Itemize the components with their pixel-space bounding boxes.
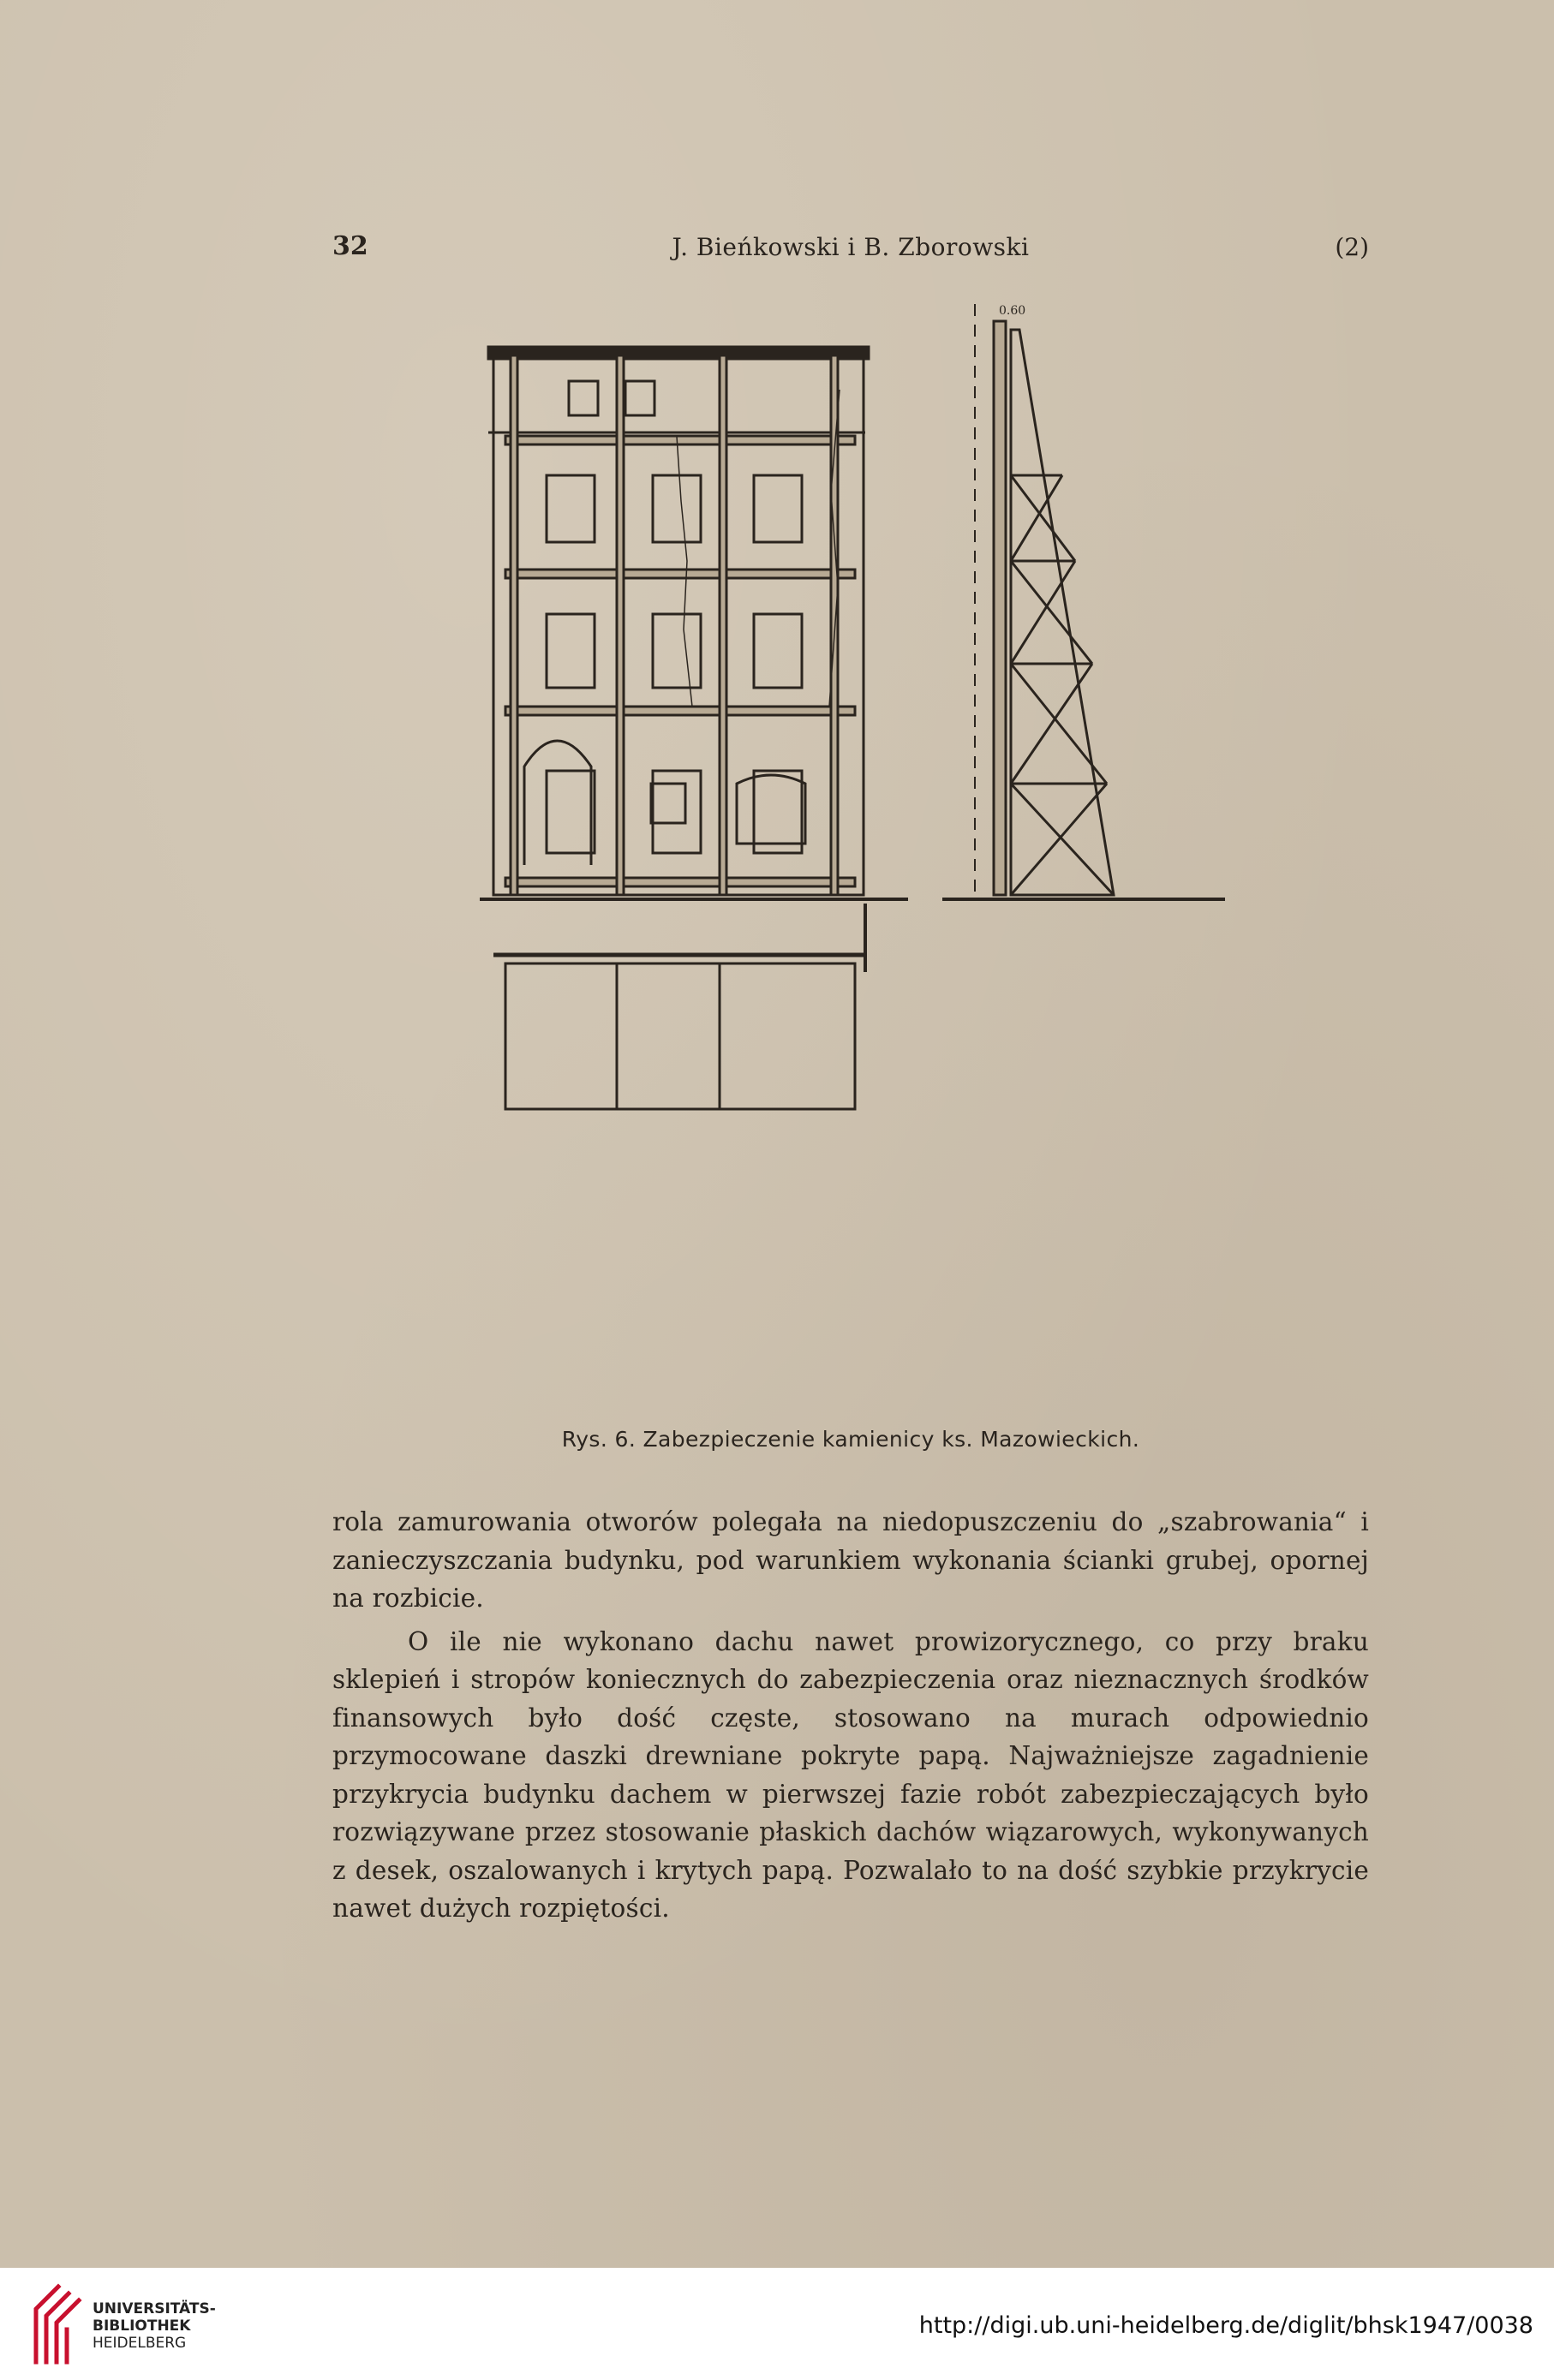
attic-window-1 (569, 381, 598, 415)
window-r2-c3 (754, 614, 802, 688)
source-url-link[interactable]: http://digi.ub.uni-heidelberg.de/diglit/bhsk1947/0038 (918, 2312, 1533, 2339)
paragraph-1: rola zamurowania otworów polegała na niedopuszczeniu do „szabrowania“ i zanieczyszczania budynku, pod warunkiem wykonania ścianki grubej, opornej na rozbicie. (332, 1507, 1369, 1613)
body-text (332, 1503, 1369, 1933)
ground-window-small (651, 784, 685, 823)
shore-brace-6 (1011, 664, 1092, 784)
plan-scaffold-outline (505, 963, 855, 1109)
scaffold-band-3 (505, 707, 855, 715)
footer-bar (0, 2268, 1554, 2380)
dimension-label: 0.60 (999, 304, 1026, 318)
attic-window-2 (625, 381, 654, 415)
library-logo-icon (33, 2283, 86, 2367)
scaffold-band-4 (505, 878, 855, 886)
shore-brace-1 (1011, 475, 1075, 561)
window-r2-c2 (653, 614, 701, 688)
running-head-authors: J. Bieńkowski i B. Zborowski (672, 233, 1030, 261)
post-4 (831, 355, 838, 895)
library-name-line-1: UNIVERSITÄTS- (93, 2300, 216, 2317)
elevation-drawing (463, 304, 1234, 1413)
figure-building-elevation (463, 304, 1234, 1413)
shore-brace-3 (1011, 561, 1092, 664)
post-3 (720, 355, 726, 895)
running-head (332, 231, 1369, 269)
section-number: (2) (1335, 233, 1369, 261)
entrance-arch (524, 741, 591, 865)
window-r1-c3 (754, 475, 802, 542)
post-1 (511, 355, 517, 895)
library-name-line-2: BIBLIOTHEK (93, 2317, 191, 2335)
facade-outline (493, 347, 864, 895)
window-r2-c1 (547, 614, 595, 688)
paragraph-2: O ile nie wykonano dachu nawet prowizorycznego, co przy braku sklepień i stropów koniecznych do zabezpieczenia oraz nieznacznych środków finansowych było dość częste, stosowano na murach odpowiednio przymocowane daszki drewniane pokryte papą. Najważniejsze zagadnienie przykrycia budynku dachem w pierwszej fazie robót zabezpieczających było rozwiązywane przez stosowanie płaskich dachów wiązarowych, wykonywanych z desek, oszalowanych i krytych papą. Pozwalało to na dość szybkie przykrycie nawet dużych rozpiętości. (332, 1626, 1369, 1923)
post-2 (617, 355, 624, 895)
library-name-line-3: HEIDELBERG (93, 2335, 187, 2352)
scaffold-band-1 (505, 436, 855, 444)
window-r1-c2 (653, 475, 701, 542)
shore-brace-5 (1011, 664, 1107, 784)
figure-caption: Rys. 6. Zabezpieczenie kamienicy ks. Mazowieckich. (561, 1427, 1140, 1452)
library-name (93, 2300, 216, 2352)
cornice (488, 347, 869, 359)
wall-section (994, 321, 1006, 895)
page-number: 32 (332, 231, 368, 261)
window-r1-c1 (547, 475, 595, 542)
window-r3-c3 (754, 771, 802, 853)
ground-window-arched (737, 775, 805, 844)
scaffold-band-2 (505, 570, 855, 578)
window-r3-c1 (547, 771, 595, 853)
raking-shore-outline (1011, 330, 1114, 895)
